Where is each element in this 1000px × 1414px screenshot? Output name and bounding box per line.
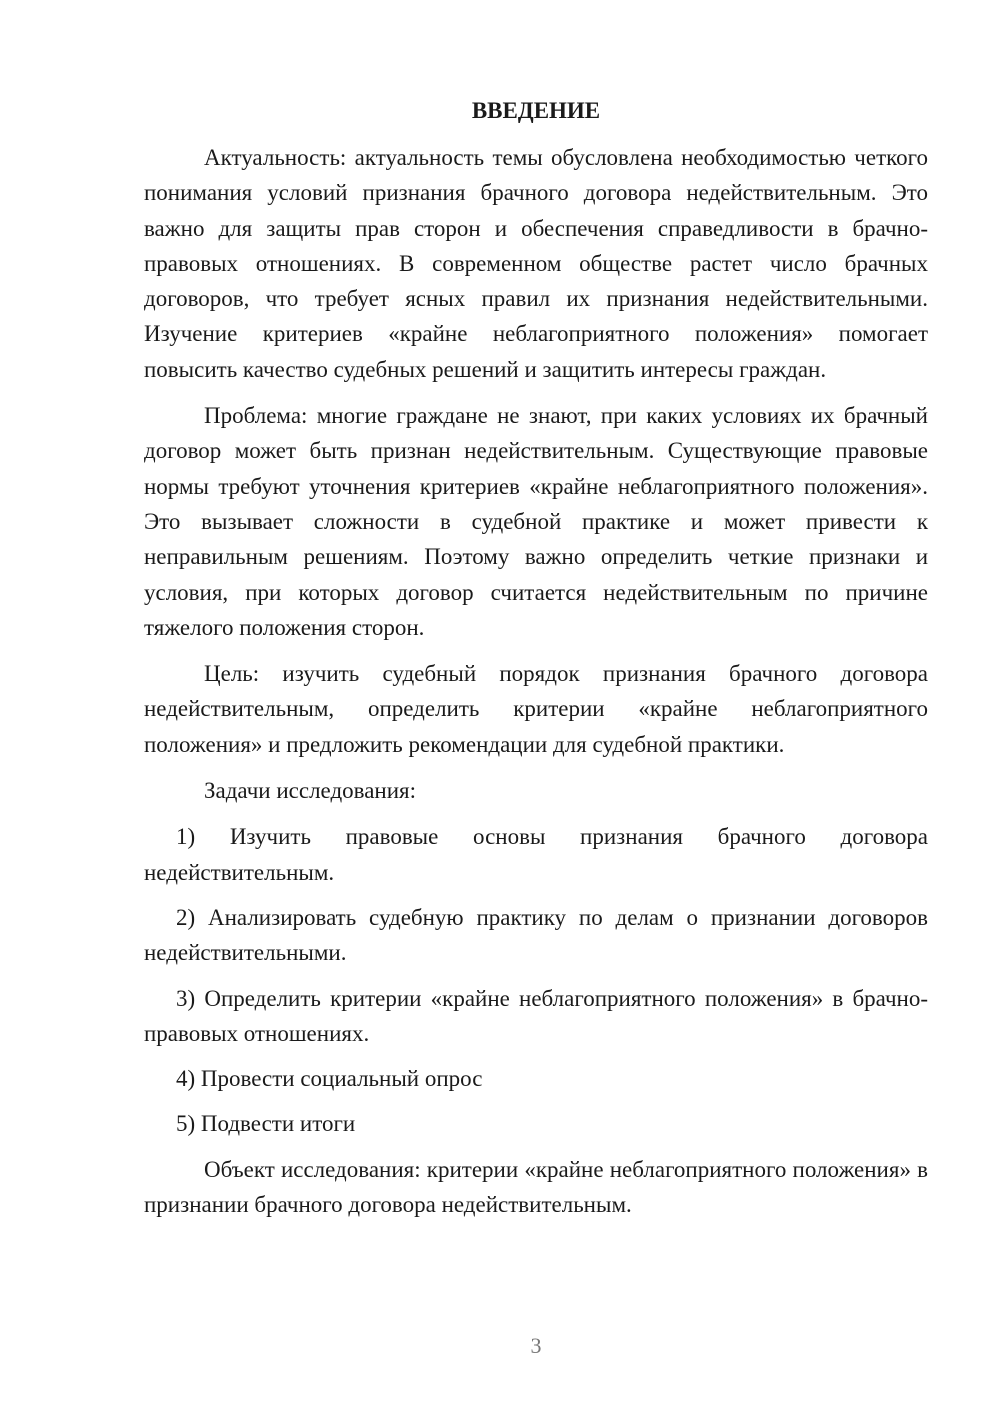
task-item: 1) Изучить правовые основы признания брачного договора недействительным.: [144, 824, 928, 885]
task-item: 4) Провести социальный опрос: [176, 1066, 483, 1092]
page-content: [144, 94, 928, 1233]
task-item: 2) Анализировать судебную практику по делам о признании договоров недействительными.: [144, 904, 928, 966]
tasks-heading: Задачи исследования:: [204, 778, 417, 804]
task-item: 3) Определить критерии «крайне неблагоприятного положения» в брачно-правовых отношениях.: [144, 985, 928, 1046]
paragraph-relevance: Актуальность: актуальность темы обусловлена необходимостью четкого понимания условий признания брачного договора недействительным. Это важно для защиты прав сторон и обеспечения справедливости в брачно-правовых отношениях. В современном обществе растет число брачных договоров, что требует ясных правил их признания недействительными. Изучение критериев «крайне неблагоприятного положения» помогает повысить качество судебных решений и защитить интересы граждан.: [144, 145, 928, 382]
page-title: ВВЕДЕНИЕ: [471, 98, 601, 123]
task-item: 5) Подвести итоги: [176, 1111, 356, 1137]
page-number: 3: [530, 1333, 542, 1358]
paragraph-problem: Проблема: многие граждане не знают, при каких условиях их брачный договор может быть признан недействительным. Существующие правовые нормы требуют уточнения критериев «крайне неблагоприятного положения». Это вызывает сложности в судебной практике и может привести к неправильным решениям. Поэтому важно определить четкие признаки и условия, при которых договор считается недействительным по причине тяжелого положения сторон.: [144, 403, 928, 640]
paragraph-object: Объект исследования: критерии «крайне неблагоприятного положения» в признании брачного договора недействительным.: [144, 1156, 928, 1218]
paragraph-goal: Цель: изучить судебный порядок признания брачного договора недействительным, определить критерии «крайне неблагоприятного положения» и предложить рекомендации для судебной практики.: [144, 661, 928, 757]
